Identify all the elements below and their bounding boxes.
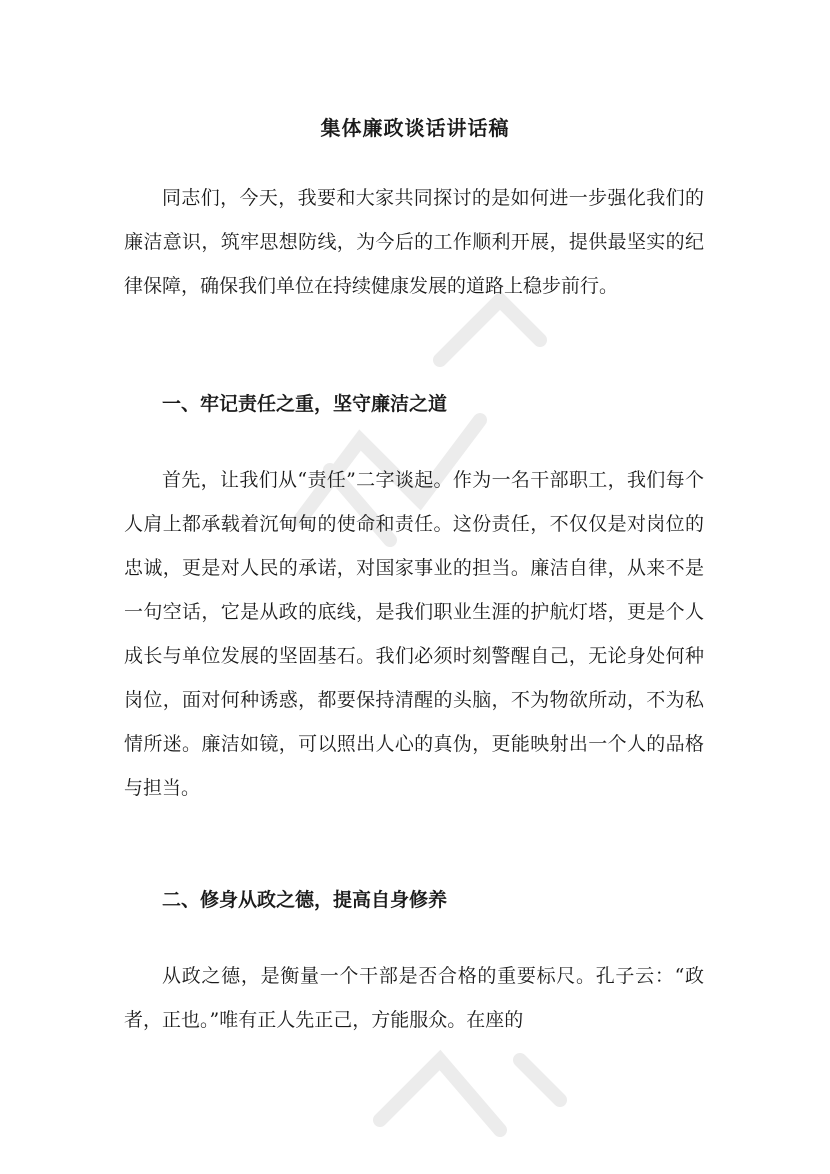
section-1-heading: 一、牢记责任之重，坚守廉洁之道 <box>162 393 448 415</box>
section-2-paragraph: 从政之德，是衡量一个干部是否合格的重要标尺。孔子云：“政者，正也。”唯有正人先正己，方能服众。在座的 <box>124 965 704 1031</box>
intro-paragraph: 同志们，今天，我要和大家共同探讨的是如何进一步强化我们的廉洁意识，筑牢思想防线，为今后的工作顺利开展，提供最坚实的纪律保障，确保我们单位在持续健康发展的道路上稳步前行。 <box>124 187 704 297</box>
document-title: 集体廉政谈话讲话稿 <box>320 116 510 140</box>
section-1-paragraph: 首先，让我们从“责任”二字谈起。作为一名干部职工，我们每个人肩上都承载着沉甸甸的使命和责任。这份责任，不仅仅是对岗位的忠诚，更是对人民的承诺，对国家事业的担当。廉洁自律，从来不是一句空话，它是从政的底线，是我们职业生涯的护航灯塔，更是个人成长与单位发展的坚固基石。我们必须时刻警醒自己，无论身处何种岗位，面对何种诱惑，都要保持清醒的头脑，不为物欲所动，不为私情所迷。廉洁如镜，可以照出人心的真伪，更能映射出一个人的品格与担当。 <box>124 469 704 799</box>
section-2-heading: 二、修身从政之德，提高自身修养 <box>162 889 448 911</box>
